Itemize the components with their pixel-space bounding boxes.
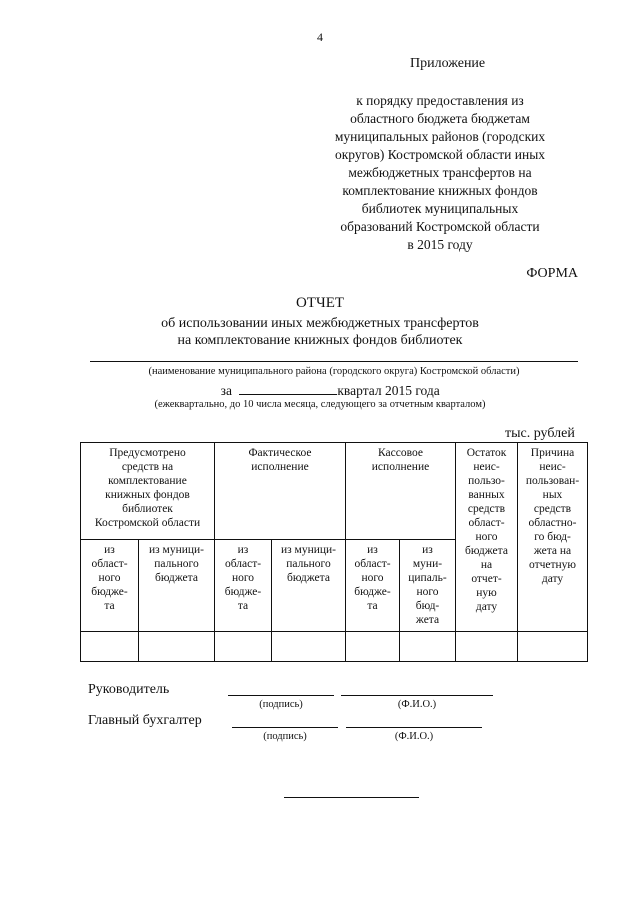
currency-unit: тыс. рублей xyxy=(505,426,575,441)
report-title: ОТЧЕТ xyxy=(295,295,345,311)
period-prefix: за xyxy=(220,383,232,398)
data-cell[interactable] xyxy=(518,632,588,662)
subheader-planned-regional: из област- ного бюдже- та xyxy=(81,540,139,632)
header-unused-reason: Причина неис- пользован- ных средств областно- го бюд- жета на отчетную дату xyxy=(518,443,588,632)
head-signature-caption: (подпись) xyxy=(259,699,303,710)
subheader-planned-municipal: из муници- пального бюджета xyxy=(139,540,215,632)
accountant-name-caption: (Ф.И.О.) xyxy=(394,731,434,742)
head-label: Руководитель xyxy=(88,682,170,697)
head-signature-line[interactable] xyxy=(228,695,334,696)
header-actual-execution: Фактическое исполнение xyxy=(215,443,346,540)
accountant-label: Главный бухгалтер xyxy=(88,713,202,728)
appendix-title: Приложение xyxy=(410,56,486,71)
data-cell[interactable] xyxy=(346,632,400,662)
municipality-name-line[interactable] xyxy=(90,361,578,362)
header-cash-execution: Кассовое исполнение xyxy=(346,443,456,540)
subheader-cash-regional: из област- ного бюдже- та xyxy=(346,540,400,632)
subheader-cash-municipal: из муни- ципаль- ного бюд- жета xyxy=(400,540,456,632)
period-line xyxy=(150,382,640,399)
accountant-signature-caption: (подпись) xyxy=(263,731,307,742)
accountant-name-line[interactable] xyxy=(346,727,482,728)
header-planned-funds: Предусмотрено средств на комплектование книжных фондов библиотек Костромской области xyxy=(81,443,215,540)
period-note: (ежеквартально, до 10 числа месяца, следующего за отчетным кварталом) xyxy=(154,399,486,410)
head-name-caption: (Ф.И.О.) xyxy=(397,699,437,710)
report-table xyxy=(80,442,588,662)
closing-rule xyxy=(284,797,419,798)
period-suffix: квартал 2015 года xyxy=(337,383,440,398)
data-cell[interactable] xyxy=(215,632,272,662)
data-cell[interactable] xyxy=(139,632,215,662)
data-cell[interactable] xyxy=(272,632,346,662)
data-cell[interactable] xyxy=(456,632,518,662)
subheader-actual-regional: из област- ного бюдже- та xyxy=(215,540,272,632)
appendix-text: к порядку предоставления из областного бюджета бюджетам муниципальных районов (городских округов) Костромской области иных межбюджетных трансфертов на комплектование книжных фондов библиотек муниципальных образований Костромской области в 2015 году xyxy=(334,93,546,252)
header-unused-balance: Остаток неис- пользо- ванных средств област- ного бюджета на отчет- ную дату xyxy=(456,443,518,632)
report-subtitle: об использовании иных межбюджетных трансфертов на комплектование книжных фондов библиотек xyxy=(161,316,479,348)
form-label: ФОРМА xyxy=(526,266,578,281)
municipality-name-caption: (наименование муниципального района (городского округа) Костромской области) xyxy=(148,366,520,377)
accountant-signature-line[interactable] xyxy=(232,727,338,728)
quarter-blank[interactable] xyxy=(239,382,337,395)
data-cell[interactable] xyxy=(400,632,456,662)
page-number: 4 xyxy=(317,30,323,44)
head-name-line[interactable] xyxy=(341,695,493,696)
data-cell[interactable] xyxy=(81,632,139,662)
subheader-actual-municipal: из муници- пального бюджета xyxy=(272,540,346,632)
